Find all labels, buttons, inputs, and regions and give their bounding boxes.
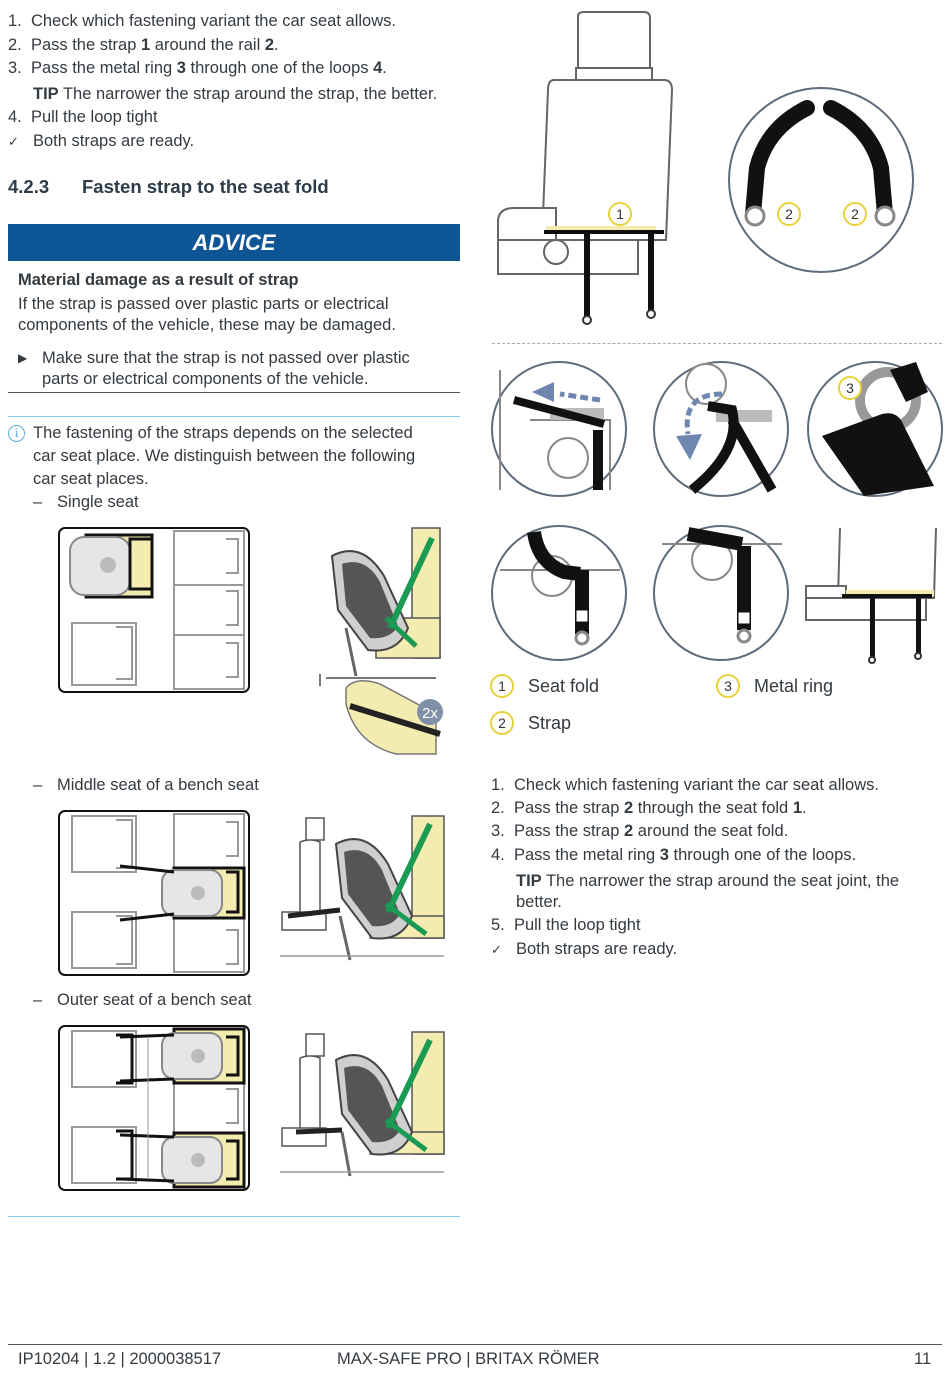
tip-text: TIP The narrower the strap around the seat joint, the <box>516 872 900 890</box>
dash-bullet: – <box>33 991 43 1009</box>
step-item: 5. Pull the loop tight <box>491 916 641 934</box>
vehicle-seat-illustration <box>494 12 676 330</box>
step-detail-loop-left <box>490 524 628 662</box>
info-text: car seat places. <box>33 470 149 488</box>
divider <box>8 392 460 393</box>
legend-number: 1 <box>490 674 514 698</box>
legend-label: Metal ring <box>754 676 834 696</box>
legend-number: 3 <box>716 674 740 698</box>
legend-label: Strap <box>528 713 572 733</box>
footer-divider <box>8 1344 942 1345</box>
callout-3: 3 <box>846 380 854 396</box>
middle-seat-topview-illustration <box>58 810 250 976</box>
step-detail-loop-right <box>652 524 790 662</box>
step-item: 4. Pull the loop tight <box>8 108 158 126</box>
advice-action: Make sure that the strap is not passed over plastic <box>42 349 410 367</box>
step-item: 1. Check which fastening variant the car seat allows. <box>491 776 879 794</box>
callout-2: 2 <box>851 206 859 222</box>
step-item: 1. Check which fastening variant the car seat allows. <box>8 12 396 30</box>
dash-bullet: – <box>33 493 43 511</box>
info-icon: i <box>8 425 25 442</box>
advice-banner: ADVICE <box>8 224 460 261</box>
outer-seat-sideview-illustration <box>280 1032 446 1180</box>
middle-seat-sideview-illustration <box>280 816 446 964</box>
advice-text: components of the vehicle, these may be damaged. <box>18 316 396 334</box>
divider <box>8 416 460 417</box>
advice-action: parts or electrical components of the vehicle. <box>42 370 369 388</box>
page-number: 11 <box>914 1350 932 1368</box>
result-item: ✓ Both straps are ready. <box>8 132 195 150</box>
straps-detail-illustration <box>727 86 915 274</box>
info-text: car seat place. We distinguish between the following <box>33 447 416 465</box>
dash-bullet: – <box>33 776 43 794</box>
check-icon: ✓ <box>491 942 502 957</box>
seat-final-illustration <box>804 526 938 666</box>
info-text: The fastening of the straps depends on the selected <box>33 424 413 442</box>
seat-type-middle: Middle seat of a bench seat <box>57 776 259 794</box>
single-seat-sideview-illustration <box>316 528 446 764</box>
step-item: 2. Pass the strap 2 through the seat fold 1. <box>491 799 807 817</box>
step-detail-metal-ring <box>806 360 944 498</box>
footer-doc-id: IP10204 | 1.2 | 2000038517 <box>18 1350 222 1368</box>
step-detail-wrap-strap <box>652 360 790 498</box>
step-item: 3. Pass the strap 2 around the seat fold. <box>491 822 789 840</box>
advice-text: If the strap is passed over plastic parts or electrical <box>18 295 389 313</box>
footer-product: MAX-SAFE PRO | BRITAX RÖMER <box>337 1350 600 1368</box>
callout-2: 2 <box>785 206 793 222</box>
seat-type-single: Single seat <box>57 493 139 511</box>
step-detail-push-strap <box>490 360 628 498</box>
step-item: 3. Pass the metal ring 3 through one of the loops 4. <box>8 59 387 77</box>
legend-label: Seat fold <box>528 676 600 696</box>
divider <box>492 343 942 344</box>
advice-title: Material damage as a result of strap <box>18 271 299 289</box>
check-icon: ✓ <box>8 134 19 149</box>
step-item: 2. Pass the strap 1 around the rail 2. <box>8 36 279 54</box>
seat-type-outer: Outer seat of a bench seat <box>57 991 252 1009</box>
section-number: 4.2.3 <box>8 176 50 197</box>
step-item: 4. Pass the metal ring 3 through one of the loops. <box>491 846 857 864</box>
single-seat-topview-illustration <box>58 527 250 693</box>
callout-1: 1 <box>616 206 624 222</box>
badge-2x: 2x <box>422 705 438 722</box>
section-title: Fasten strap to the seat fold <box>82 176 329 197</box>
divider <box>8 1216 460 1217</box>
tip-text: better. <box>516 893 562 911</box>
outer-seat-topview-illustration <box>58 1025 250 1191</box>
arrow-bullet-icon: ▶ <box>18 351 28 365</box>
legend-number: 2 <box>490 711 514 735</box>
result-item: ✓ Both straps are ready. <box>491 940 678 958</box>
tip-text: TIP The narrower the strap around the strap, the better. <box>33 85 438 103</box>
